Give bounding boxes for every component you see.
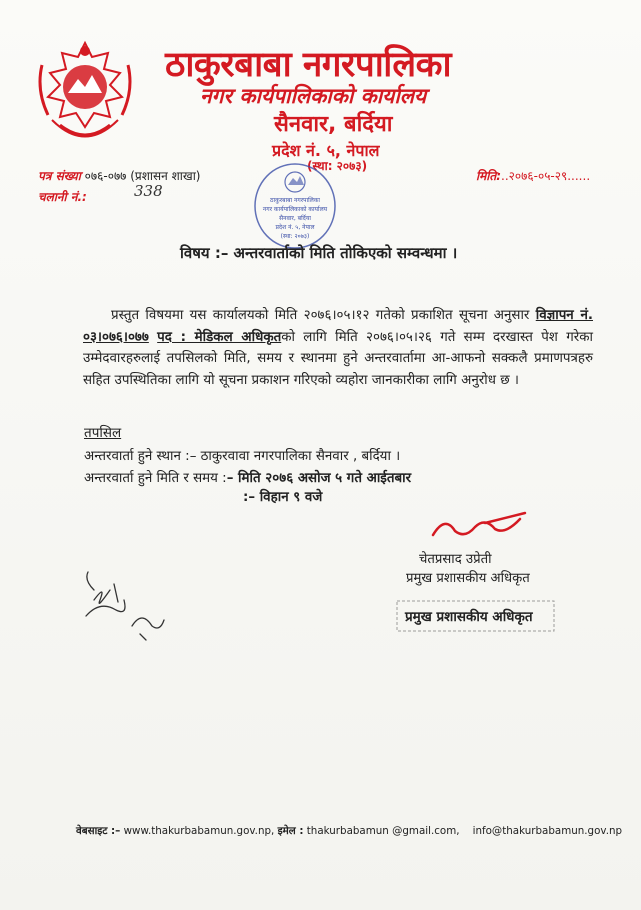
stamp-line-3: सैनवार, बर्दिया [279,215,311,222]
stamp-line-2: नगर कार्यपालिकाको कार्यालय [262,206,328,213]
date-value: ..२०७६-०५-२९...... [501,169,591,183]
interview-venue: अन्तरवार्ता हुने स्थान :– ठाकुरवावा नगरपालिका सैनवार , बर्दिया । [84,449,401,464]
dispatch-label: चलानी नं.: [38,190,87,204]
letter-subject: विषय :– अन्तरवार्ताको मिति तोकिएको सम्वन्धमा । [180,244,458,262]
date-label: मिति: [476,169,502,183]
advertisement-number: विज्ञापन नं. ०३।०७६।०७७ [83,308,593,345]
province-line: प्रदेश नं. ५, नेपाल [272,141,380,160]
signatory-title: प्रमुख प्रशासकीय अधिकृत [406,571,530,586]
stamp-line-1: ठाकुरबाबा नगरपालिका [270,197,320,204]
letter-date [476,167,590,184]
reference-value: ०७६-०७७ (प्रशासन शाखा) [84,169,201,183]
email-link-1[interactable]: thakurbabamun @gmail.com, [306,825,460,837]
office-subtitle: नगर कार्यपालिकाको कार्यालय [200,84,427,108]
reference-label: पत्र संख्या [38,169,81,183]
established-year: (स्था: २०७३) [307,159,368,173]
interview-time: :– विहान ९ वजे [243,490,323,505]
reference-number [38,167,200,184]
datetime-label: अन्तरवार्ता हुने मिति र समय : [84,471,227,486]
email-label: इमेल : [277,825,304,837]
website-link[interactable]: www.thakurbabamun.gov.np, [123,825,275,837]
interview-datetime [84,468,411,486]
designation-stamp-text: प्रमुख प्रशासकीय अधिकृत [405,609,533,625]
office-seal-stamp [250,160,340,252]
dispatch-value: 338 [134,182,163,200]
dispatch-number [38,188,87,205]
email-link-2[interactable]: info@thakurbabamun.gov.np [472,825,623,837]
stamp-line-4: प्रदेश नं. ५, नेपाल [275,224,315,231]
footer-contact [76,824,622,838]
nepal-emblem-logo [30,35,140,150]
website-label: वेबसाइट :– [76,825,121,837]
stamp-line-5: (स्था: २०७३) [280,233,310,240]
municipality-title: ठाकुरबाबा नगरपालिका [165,45,452,85]
office-location: सैनवार, बर्दिया [274,112,393,137]
handwritten-initials [80,570,170,650]
signatory-name: चेतप्रसाद उप्रेती [419,552,492,567]
body-paragraph [83,305,593,391]
signature-mark [425,505,535,545]
datetime-value: – मिति २०७६ असोज ५ गते आईतबार [226,471,412,486]
body-part-1: प्रस्तुत विषयमा यस कार्यालयको मिति २०७६।०५।१२ गतेको प्रकाशित सूचना अनुसार [111,308,536,323]
body-part-2: को लागि मिति २०७६।०५।२६ गते सम्म दरखास्त पेश गरेका उम्मेदवारहरुलाई तपसिलको मिति, समय र स्थानमा हुने अन्तरवार्तामा आ-आफनो सक्कलै प्रमाणपत्रहरु सहित उपस्थितिका लागि यो सूचना प्रकाशन गरिएको व्यहोरा जानकारीका लागि अनुरोध छ । [83,329,593,388]
details-heading: तपसिल [84,425,122,441]
post-name: पद : मेडिकल अधिकृत [157,329,282,345]
